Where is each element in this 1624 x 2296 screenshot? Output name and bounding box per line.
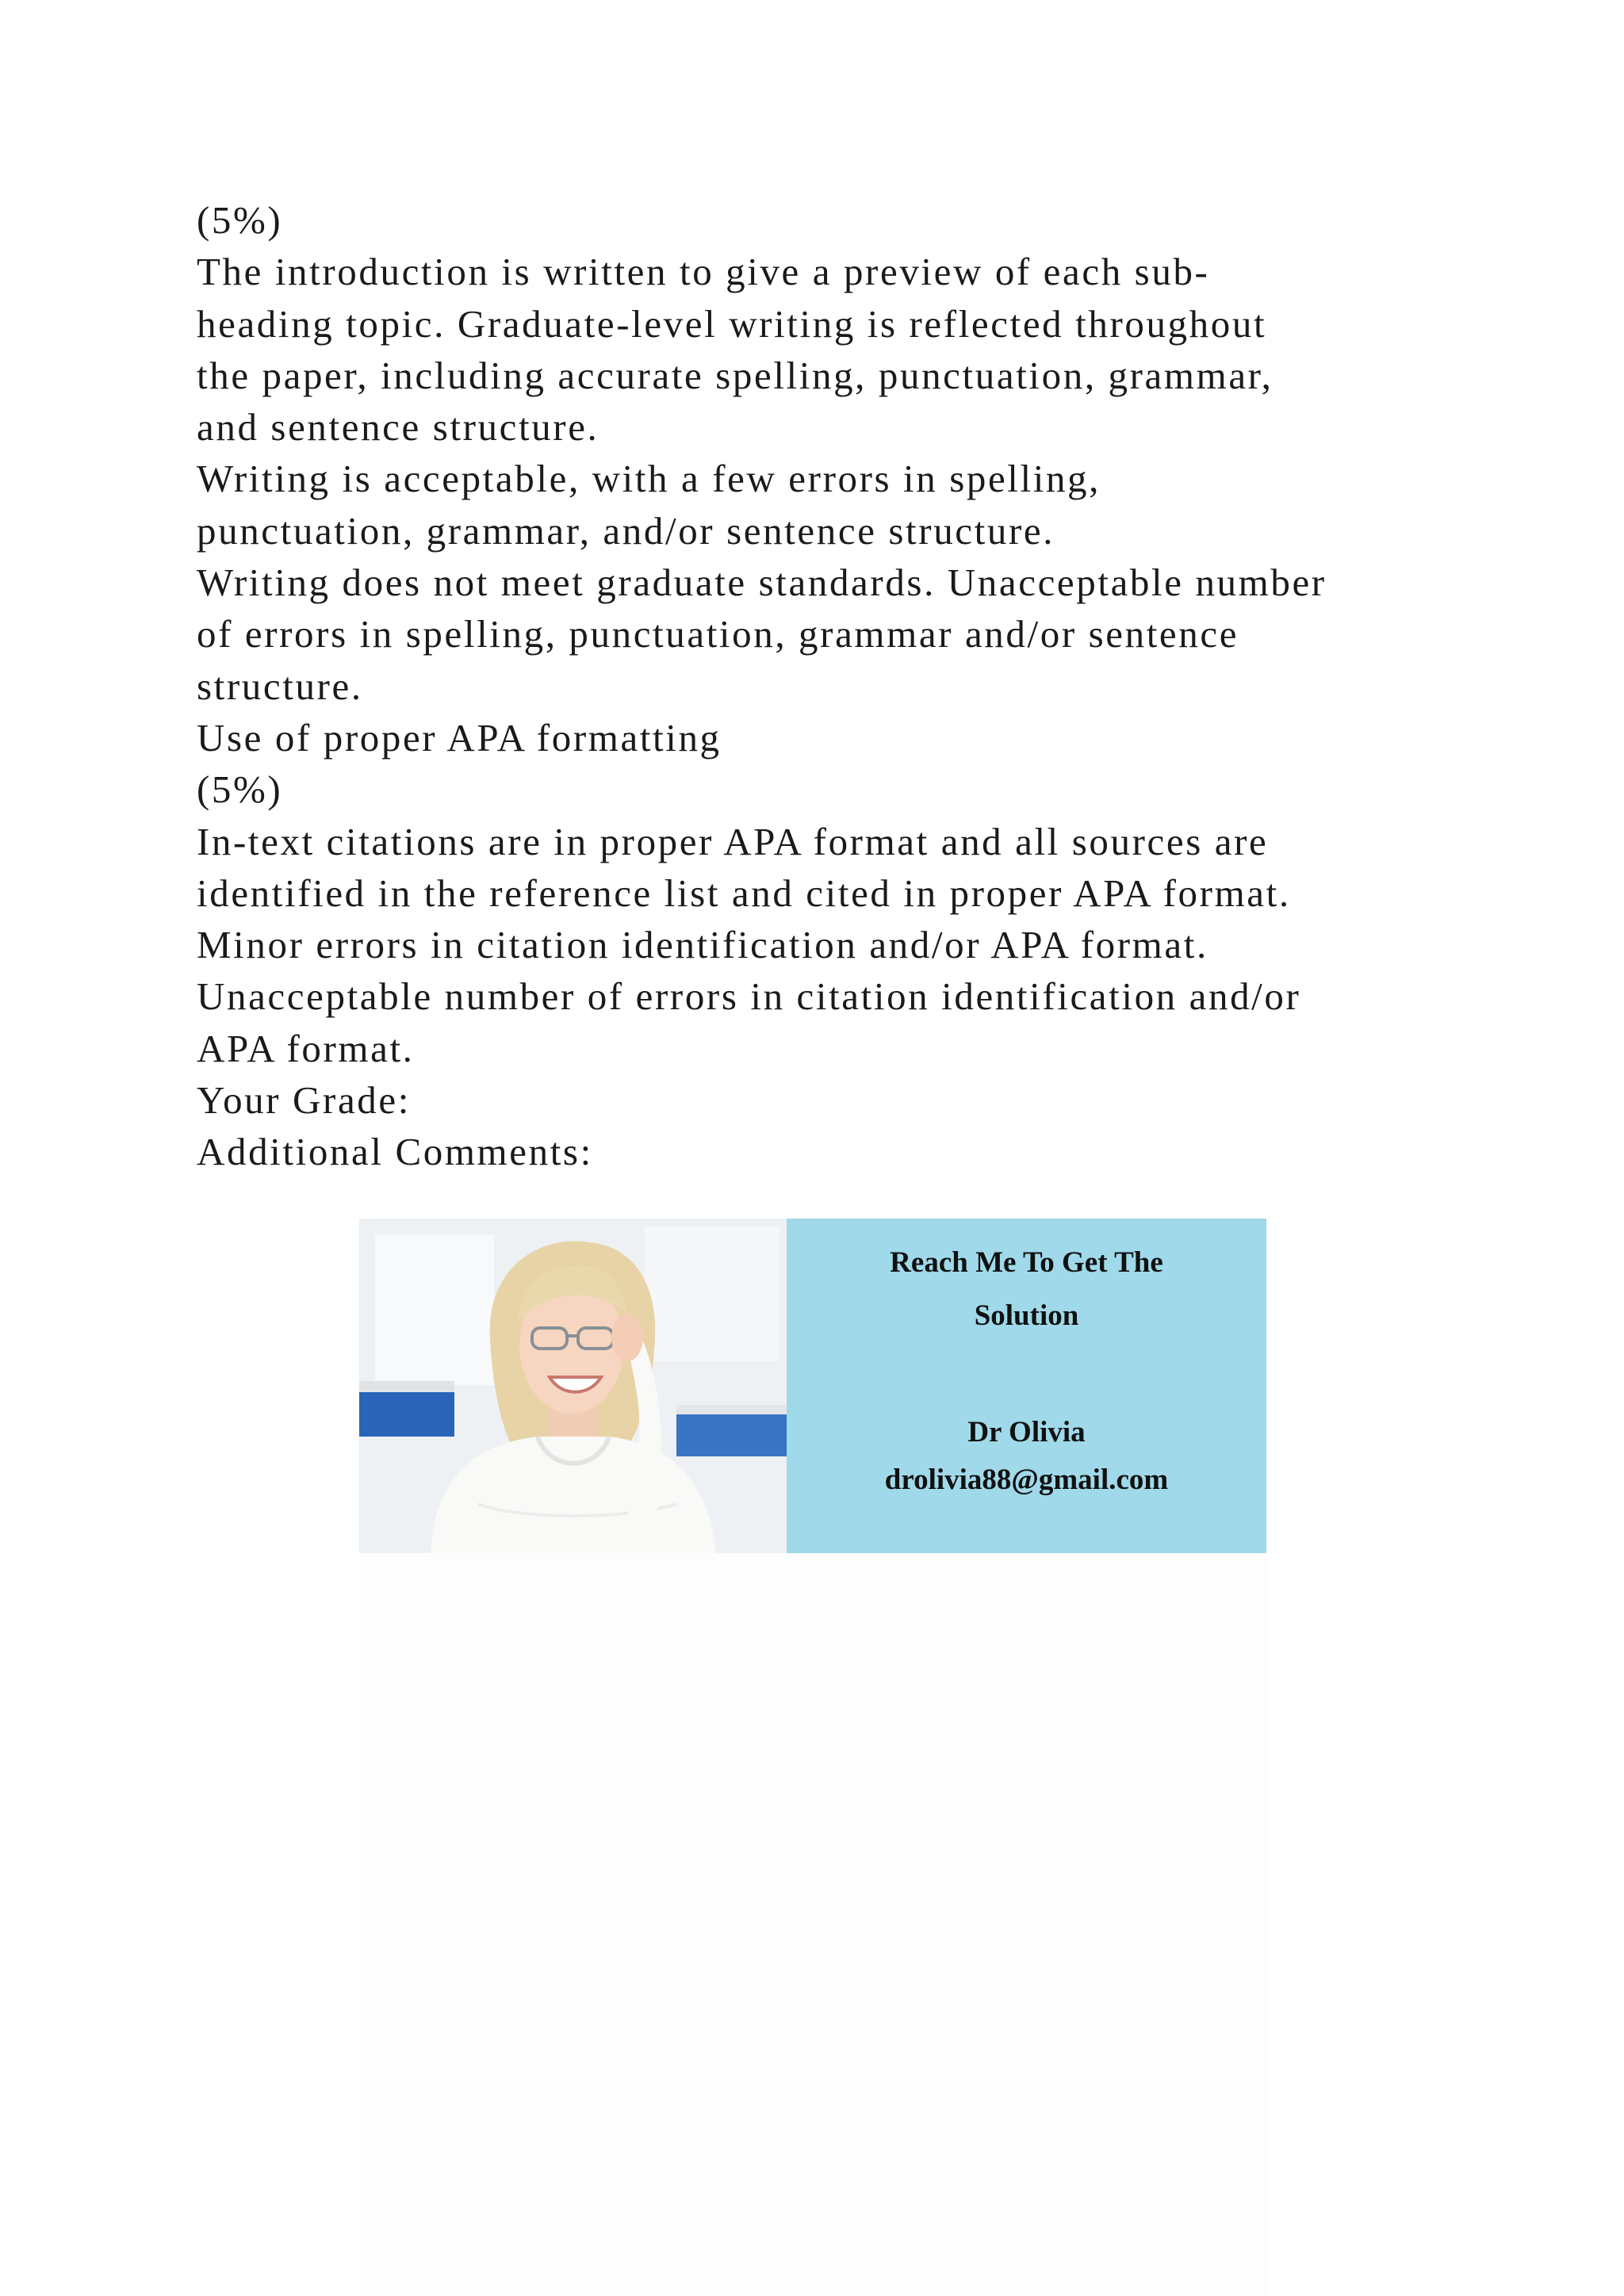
document-body <box>197 194 1434 1178</box>
contact-ad-banner <box>359 1219 1266 1553</box>
text-line: (5%) <box>197 198 283 242</box>
text-line: identified in the reference list and cited in proper APA format. <box>197 871 1291 915</box>
ad-contact-email[interactable]: drolivia88@gmail.com <box>884 1464 1169 1496</box>
text-line: In-text citations are in proper APA format and all sources are <box>197 819 1269 863</box>
text-line: Writing does not meet graduate standards. Unacceptable number <box>197 561 1327 605</box>
text-line: Writing is acceptable, with a few errors in spelling, <box>197 457 1101 501</box>
text-line: structure. <box>197 664 363 708</box>
ad-headline-line-1: Reach Me To Get The <box>890 1246 1163 1279</box>
text-line: The introduction is written to give a preview of each sub- <box>197 250 1210 294</box>
text-line: APA format. <box>197 1026 415 1070</box>
woman-with-glasses-illustration <box>359 1219 787 1553</box>
text-line: Your Grade: <box>197 1078 411 1123</box>
text-line: Additional Comments: <box>197 1130 593 1174</box>
text-line: heading topic. Graduate-level writing is reflected throughout <box>197 301 1267 346</box>
text-line: and sentence structure. <box>197 405 599 450</box>
text-line: punctuation, grammar, and/or sentence structure. <box>197 508 1055 553</box>
faint-background-area <box>359 1553 1266 2296</box>
text-line: the paper, including accurate spelling, punctuation, grammar, <box>197 353 1274 397</box>
ad-contact-name: Dr Olivia <box>967 1416 1086 1448</box>
text-line: Minor errors in citation identification and/or APA format. <box>197 923 1208 967</box>
text-line: Use of proper APA formatting <box>197 715 722 760</box>
ad-headline-line-2: Solution <box>974 1299 1079 1332</box>
ad-contact-panel <box>787 1219 1266 1553</box>
text-line: (5%) <box>197 767 283 812</box>
text-line: Unacceptable number of errors in citation identification and/or <box>197 974 1301 1019</box>
ad-photo <box>359 1219 787 1553</box>
text-line: of errors in spelling, punctuation, grammar and/or sentence <box>197 612 1239 656</box>
